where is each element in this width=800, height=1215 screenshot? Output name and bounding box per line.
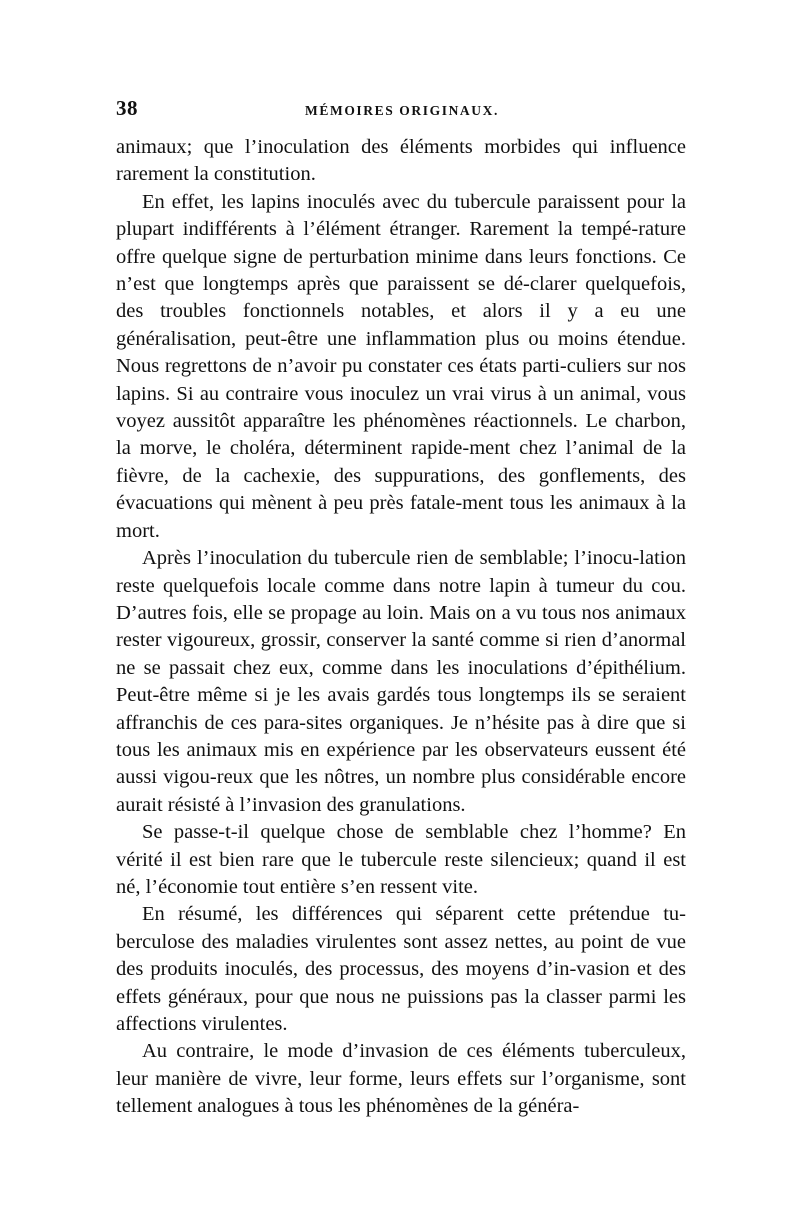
paragraph: En effet, les lapins inoculés avec du tubercule paraissent pour la plupart indifférents à l’élément étranger. Rarement la tempé-rature offre quelque signe de perturbation minime dans leurs fonctions. Ce n’est que longtemps après que paraissent se dé-clarer quelquefois, des troubles fonctionnels notables, et alors il y a eu une généralisation, peut-être une inflammation plus ou moins étendue. Nous regrettons de n’avoir pu constater ces états parti-culiers sur nos lapins. Si au contraire vous inoculez un vrai virus à un animal, vous voyez aussitôt apparaître les phénomènes réactionnels. Le charbon, la morve, le choléra, déterminent rapide-ment chez l’animal de la fièvre, de la cachexie, des suppurations, des gonflements, des évacuations qui mènent à peu près fatale-ment tous les animaux à la mort. bbox=[116, 190, 686, 542]
paragraph: En résumé, les différences qui séparent cette prétendue tu-berculose des maladies virulentes sont assez nettes, au point de vue des produits inoculés, des processus, des moyens d’in-vasion et des effets généraux, pour que nous ne puissions pas la classer parmi les affections virulentes. bbox=[116, 903, 686, 1035]
page-number: 38 bbox=[116, 96, 138, 120]
paragraph: Se passe-t-il quelque chose de semblable chez l’homme? En vérité il est bien rare que le tubercule reste silencieux; quand il est né, l’économie tout entière s’en ressent vite. bbox=[116, 821, 686, 898]
running-header bbox=[116, 96, 688, 130]
text-body bbox=[116, 134, 686, 1121]
paragraph-continued: animaux; que l’inoculation des éléments morbides qui influence rarement la constitution. bbox=[116, 136, 686, 186]
running-title: MÉMOIRES ORIGINAUX. bbox=[305, 103, 499, 118]
paragraph: Au contraire, le mode d’invasion de ces éléments tuberculeux, leur manière de vivre, leur forme, leurs effets sur l’organisme, sont tellement analogues à tous les phénomènes de la généra- bbox=[116, 1040, 686, 1118]
paragraph: Après l’inoculation du tubercule rien de semblable; l’inocu-lation reste quelquefois locale comme dans notre lapin à tumeur du cou. D’autres fois, elle se propage au loin. Mais on a vu tous nos animaux rester vigoureux, grossir, conserver la santé comme si rien d’anormal ne se passait chez eux, comme dans les inoculations d’épithélium. Peut-être même si je les avais gardés tous longtemps ils se seraient affranchis de ces para-sites organiques. Je n’hésite pas à dire que si tous les animaux mis en expérience par les observateurs eussent été aussi vigou-reux que les nôtres, un nombre plus considérable encore aurait résisté à l’invasion des granulations. bbox=[116, 547, 686, 816]
